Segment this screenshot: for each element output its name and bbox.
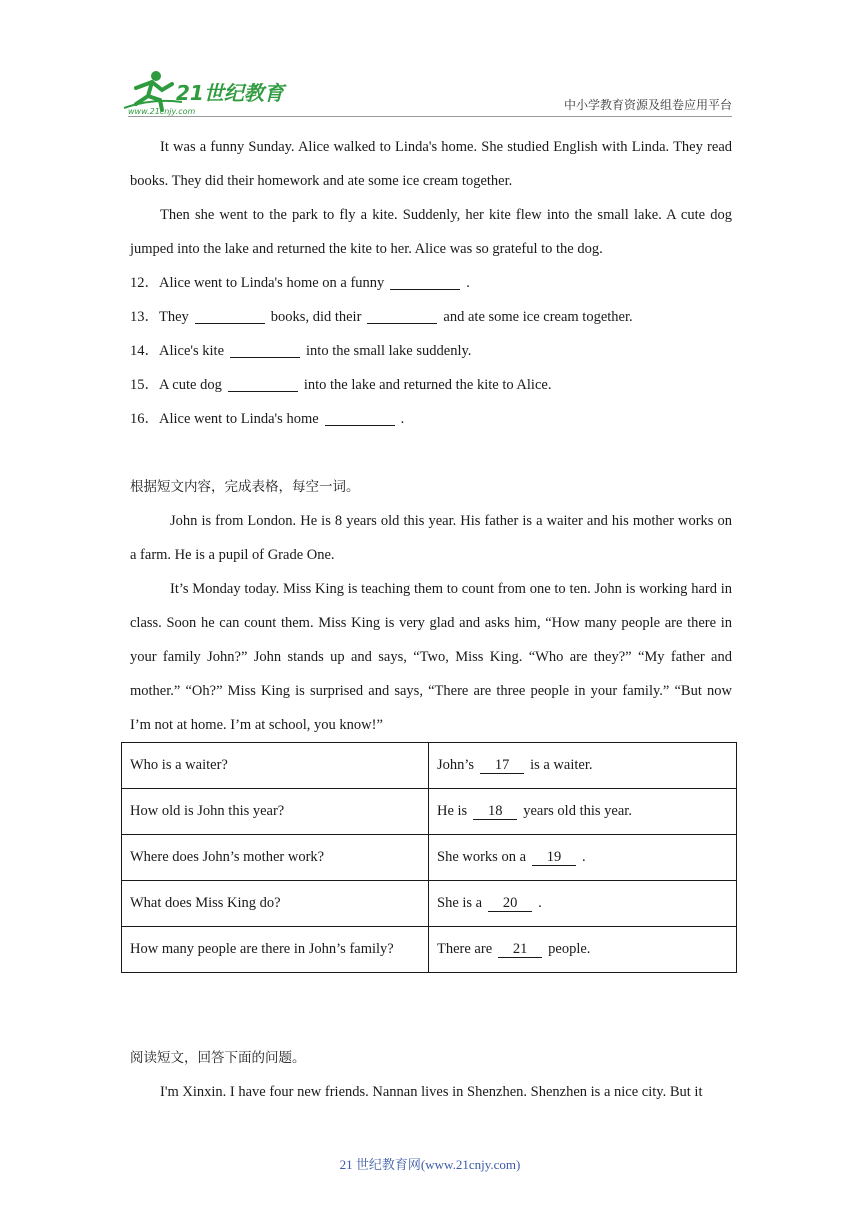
page-header (0, 0, 860, 120)
table-answer: John’s 17 is a waiter. (429, 743, 737, 789)
section3-instruction: 阅读短文，回答下面的问题。 (130, 1050, 306, 1066)
answer-blank-19[interactable]: 19 (532, 849, 576, 866)
answer-blank[interactable] (325, 409, 395, 426)
table-row (122, 835, 737, 881)
table-answer: She works on a 19 . (429, 835, 737, 881)
answer-blank-20[interactable]: 20 (488, 895, 532, 912)
question-14: 14．Alice's kite into the small lake suddenly. (130, 343, 472, 359)
table-answer: There are 21 people. (429, 927, 737, 973)
question-12: 12．Alice went to Linda's home on a funny . (130, 275, 470, 291)
page-footer: 21 世纪教育网(www.21cnjy.com) (339, 1157, 521, 1172)
question-16: 16．Alice went to Linda's home . (130, 411, 405, 427)
table-answer: She is a 20 . (429, 881, 737, 927)
section3-paragraph-1: I'm Xinxin. I have four new friends. Nannan lives in Shenzhen. Shenzhen is a nice city. But it (160, 1084, 703, 1100)
header-divider (128, 116, 732, 117)
table-question: How many people are there in John’s family? (122, 927, 429, 973)
table-question: What does Miss King do? (122, 881, 429, 927)
answer-blank-21[interactable]: 21 (498, 941, 542, 958)
answer-blank[interactable] (230, 341, 300, 358)
answer-blank[interactable] (228, 375, 298, 392)
page-content (130, 130, 732, 1109)
answer-blank-18[interactable]: 18 (473, 803, 517, 820)
section2-paragraph-2: It’s Monday today. Miss King is teaching them to count from one to ten. John is working hard in class. Soon he can count them. Miss King is very glad and asks him, “How many people are there in your family John?” John stands up and says, “Two, Miss King. “Who are they?” “My father and mother.” “Oh?” Miss King is surprised and says, “There are three people in your family.” “But now I’m not at home. I’m at school, you know!” (130, 581, 732, 733)
question-number: 13． (130, 309, 159, 325)
section2-paragraph-1: John is from London. He is 8 years old this year. His father is a waiter and his mother works on a farm. He is a pupil of Grade One. (130, 513, 732, 563)
platform-name: 中小学教育资源及组卷应用平台 (563, 98, 732, 112)
section2-instruction: 根据短文内容，完成表格，每空一词。 (130, 479, 360, 495)
answer-table (121, 742, 737, 973)
table-row (122, 927, 737, 973)
table-row (122, 881, 737, 927)
table-answer: He is 18 years old this year. (429, 789, 737, 835)
table-question: Who is a waiter? (122, 743, 429, 789)
passage1-paragraph-2: Then she went to the park to fly a kite. Suddenly, her kite flew into the small lake. A cute dog jumped into the lake and returned the kite to her. Alice was so grateful to the dog. (130, 207, 732, 257)
answer-blank[interactable] (195, 307, 265, 324)
answer-blank-17[interactable]: 17 (480, 757, 524, 774)
logo-21cnjy (122, 68, 292, 116)
question-15: 15．A cute dog into the lake and returned the kite to Alice. (130, 377, 552, 393)
logo-url: www.21cnjy.com (128, 107, 196, 116)
passage1-paragraph-1: It was a funny Sunday. Alice walked to Linda's home. She studied English with Linda. They read books. They did their homework and ate some ice cream together. (130, 139, 732, 189)
table-row (122, 743, 737, 789)
table-question: Where does John’s mother work? (122, 835, 429, 881)
table-row (122, 789, 737, 835)
logo-text: 21世纪教育 (176, 81, 284, 105)
question-number: 16． (130, 411, 159, 427)
table-question: How old is John this year? (122, 789, 429, 835)
answer-blank[interactable] (390, 273, 460, 290)
question-number: 12． (130, 275, 159, 291)
runner-icon (124, 71, 182, 110)
answer-blank[interactable] (367, 307, 437, 324)
question-number: 15． (130, 377, 159, 393)
question-13: 13．They books, did their and ate some ice cream together. (130, 309, 633, 325)
question-number: 14． (130, 343, 159, 359)
